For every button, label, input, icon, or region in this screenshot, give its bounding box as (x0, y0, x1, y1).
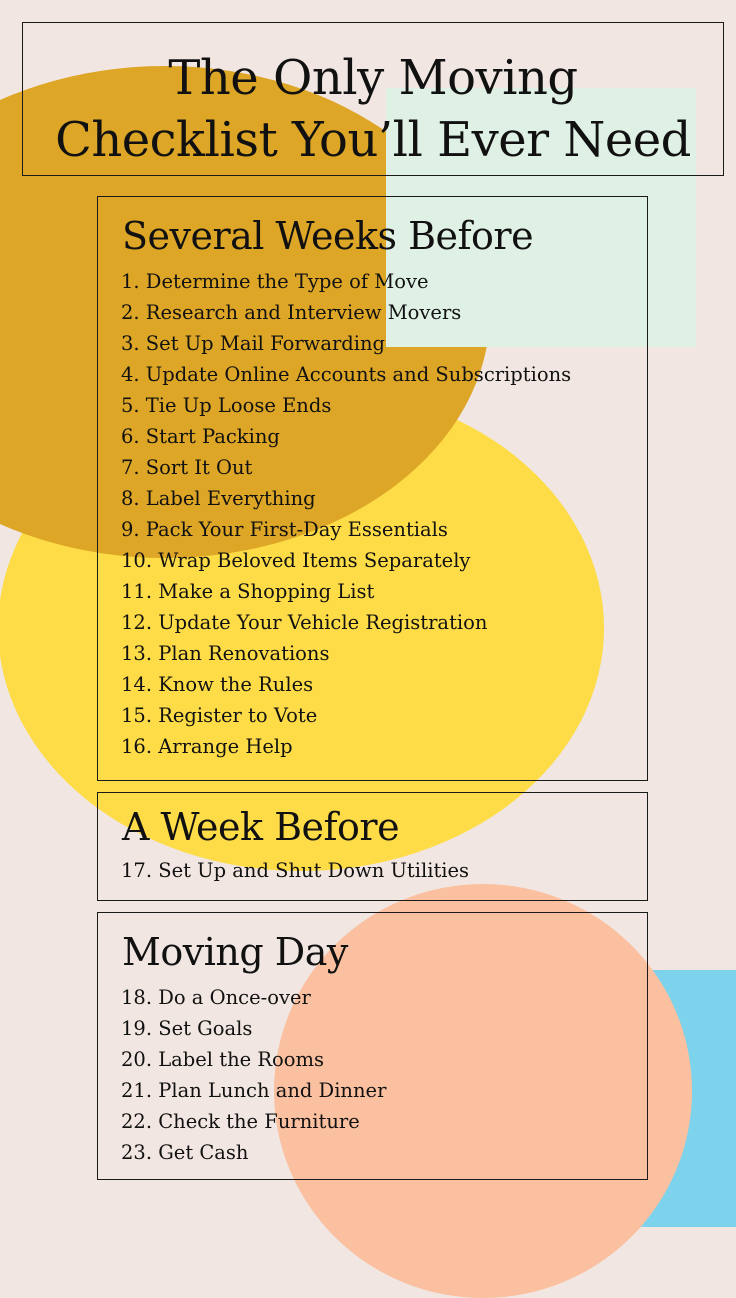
checklist-item: 15. Register to Vote (121, 704, 318, 727)
checklist-item: 10. Wrap Beloved Items Separately (121, 549, 471, 572)
checklist-item: 17. Set Up and Shut Down Utilities (121, 859, 470, 882)
checklist-item: 20. Label the Rooms (121, 1048, 325, 1071)
title-box (22, 22, 724, 176)
checklist-item: 12. Update Your Vehicle Registration (121, 611, 488, 634)
checklist (121, 266, 637, 762)
checklist (121, 982, 637, 1168)
checklist-item: 4. Update Online Accounts and Subscriptions (121, 363, 572, 386)
checklist-item: 2. Research and Interview Movers (121, 301, 462, 324)
checklist-item: 16. Arrange Help (121, 735, 293, 758)
checklist-item: 5. Tie Up Loose Ends (121, 394, 332, 417)
section-heading: Several Weeks Before (122, 214, 534, 258)
checklist-item: 18. Do a Once-over (121, 986, 311, 1009)
checklist-item: 19. Set Goals (121, 1017, 253, 1040)
checklist (121, 855, 637, 886)
title-line-1: The Only Moving (168, 50, 578, 106)
page-title (23, 47, 723, 171)
checklist-item: 1. Determine the Type of Move (121, 270, 429, 293)
section-heading: A Week Before (122, 805, 400, 849)
checklist-item: 21. Plan Lunch and Dinner (121, 1079, 387, 1102)
section-a-week-before (97, 792, 648, 901)
checklist-item: 14. Know the Rules (121, 673, 314, 696)
checklist-item: 23. Get Cash (121, 1141, 249, 1164)
checklist-item: 6. Start Packing (121, 425, 280, 448)
checklist-item: 8. Label Everything (121, 487, 316, 510)
checklist-item: 22. Check the Furniture (121, 1110, 360, 1133)
checklist-item: 11. Make a Shopping List (121, 580, 375, 603)
title-line-2: Checklist You’ll Ever Need (55, 112, 691, 168)
checklist-item: 13. Plan Renovations (121, 642, 330, 665)
checklist-item: 7. Sort It Out (121, 456, 253, 479)
section-moving-day (97, 912, 648, 1180)
section-several-weeks-before (97, 196, 648, 781)
checklist-item: 9. Pack Your First-Day Essentials (121, 518, 448, 541)
checklist-item: 3. Set Up Mail Forwarding (121, 332, 386, 355)
section-heading: Moving Day (122, 930, 348, 974)
